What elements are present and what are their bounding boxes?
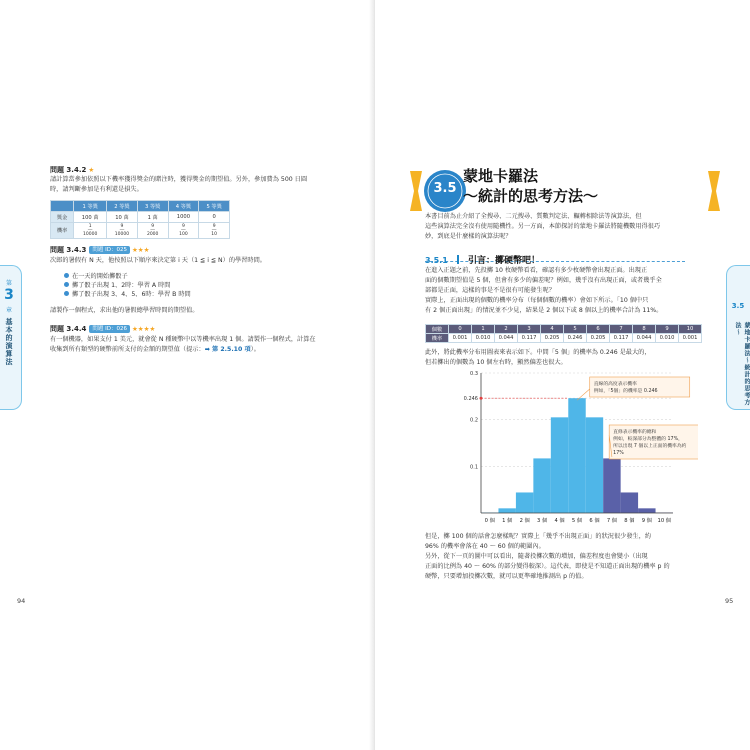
text-line: 此外，將此機率分布用圖表來表示如下。中間「5 個」的機率為 0.246 是最大的， <box>425 349 651 356</box>
table-row <box>51 223 230 239</box>
text-line: 有 2 個正面出現」的情況並不少見，結果是 2 個以下或 8 個以上的機率合計為 11%。 <box>425 307 663 314</box>
list-item-label: 擲了骰子出現 3、4、5、6時：學習 B 時間 <box>72 291 191 298</box>
problem-344-title <box>50 324 155 334</box>
table-cell: 9 ― 10000 <box>107 223 138 239</box>
x-tick-label: 8 個 <box>624 518 635 524</box>
hint-link[interactable]: ➡ 第 2.5.10 項 <box>204 346 251 353</box>
x-tick-label: 0 個 <box>484 518 495 524</box>
ribbon-left-icon <box>410 171 422 211</box>
table-cell: 9 ― 2000 <box>137 223 168 239</box>
table-cell: 1 <box>472 325 495 334</box>
star-icon: ★ <box>88 166 95 174</box>
table-cell: 9 <box>656 325 679 334</box>
text-line: 本書目前為止介紹了全搜尋、二元搜尋、質數判定法、輾轉相除法等演算法，但 <box>425 213 642 220</box>
probability-bar-chart <box>453 367 698 527</box>
problem-344-label: 問題 3.4.4 <box>50 325 87 333</box>
paragraph-3 <box>425 532 670 582</box>
annotation-text: 例如，較深部分為整體的 17%， <box>613 437 683 442</box>
table-row <box>51 201 230 212</box>
chapter-suffix: 章 <box>5 307 12 314</box>
table-cell: 6 <box>587 325 610 334</box>
divider <box>457 255 459 264</box>
bar <box>568 398 585 513</box>
annotation-text: 直條表示機率的總和 <box>613 430 657 435</box>
right-page <box>375 0 750 750</box>
table-cell <box>51 201 74 212</box>
x-tick-label: 4 個 <box>554 518 565 524</box>
table-cell: 1000 <box>168 212 199 223</box>
annotation-box <box>590 377 690 397</box>
table-cell: 4 等獎 <box>168 201 199 212</box>
table-cell: 5 <box>564 325 587 334</box>
section-number: 3.5 <box>433 181 457 196</box>
bar <box>533 458 550 513</box>
problem-id-badge: 問題 ID：025 <box>89 246 130 254</box>
bullet-icon <box>64 291 69 296</box>
bar <box>586 417 603 513</box>
bar <box>603 458 620 513</box>
table-cell: 10 <box>679 325 702 334</box>
x-tick-label: 2 個 <box>519 518 530 524</box>
text-line <box>50 345 316 355</box>
fraction-den: 10 <box>211 231 217 237</box>
x-tick-label: 6 個 <box>589 518 600 524</box>
fraction-num: 1 <box>88 223 92 229</box>
section-thumb-number: 3.5 <box>731 302 745 310</box>
problem-343-title <box>50 245 149 255</box>
text-line: 實際上，正面出現的個數的機率分布（每個個數的機率）會如下所示。「10 個中只 <box>425 297 649 304</box>
table-cell: 3 等獎 <box>137 201 168 212</box>
table-cell: 獎金 <box>51 212 74 223</box>
x-tick-label: 3 個 <box>537 518 548 524</box>
table-cell: 2 <box>495 325 518 334</box>
table-cell: 0.205 <box>587 334 610 343</box>
fraction-num: 9 <box>120 223 124 229</box>
problem-id-badge: 問題 ID：026 <box>89 325 130 333</box>
text-line: 正面的比例為 40 ～ 60% 的部分變得較深）。這代表，即使是不知道正面出現的機率 p 的 <box>425 563 670 570</box>
paragraph-1 <box>425 266 662 316</box>
fraction-den: 10000 <box>83 231 98 237</box>
table-cell: 機率 <box>51 223 74 239</box>
annotation-text: 17% <box>613 451 624 456</box>
text-line: 硬幣，只要增加投擲次數，就可以更準確地推測出 p 的值。 <box>425 573 588 580</box>
annotation-text: 直線的高度表示機率 <box>593 382 637 387</box>
table-cell: 1 萬 <box>137 212 168 223</box>
fraction-num: 9 <box>181 223 185 229</box>
table-cell: 0.001 <box>449 334 472 343</box>
subsection-number: 3.5.1 <box>425 256 448 265</box>
table-cell: 7 <box>610 325 633 334</box>
chapter-number: 3 <box>4 287 14 303</box>
table-cell: 0.246 <box>564 334 587 343</box>
probability-table <box>425 324 702 343</box>
table-cell: 4 <box>541 325 564 334</box>
list-item <box>64 281 191 290</box>
chapter-title: 基本的演算法 <box>5 318 13 366</box>
page-number: 95 <box>725 597 734 605</box>
table-cell: 0 <box>199 212 230 223</box>
text-line: 時，請判斷參加是有利還是損失。 <box>50 186 143 193</box>
bullet-icon <box>64 273 69 278</box>
section-title-line2: ～統計的思考方法～ <box>463 187 599 205</box>
x-tick-label: 7 個 <box>606 518 617 524</box>
problem-344-text <box>50 335 316 355</box>
subsection-title: 引言：擲硬幣吧！ <box>467 256 540 266</box>
y-tick-label: 0.3 <box>470 371 478 377</box>
section-thumb-title: 蒙地卡羅法～統計的思考方法～ <box>734 322 750 406</box>
table-cell: 100 萬 <box>74 212 107 223</box>
problem-343-bullets <box>64 272 191 299</box>
table-cell: 0.001 <box>679 334 702 343</box>
chapter-word: 第 <box>5 280 12 287</box>
text-line: 妙，到底是什麼樣的演算法呢？ <box>425 233 512 240</box>
star-icon: ★★★ <box>131 246 150 254</box>
fraction-num: 9 <box>212 223 216 229</box>
ribbon-right-icon <box>708 171 720 211</box>
table-cell: 0.117 <box>610 334 633 343</box>
bar <box>498 508 515 513</box>
table-cell: 0.205 <box>541 334 564 343</box>
problem-342-label: 問題 3.4.2 <box>50 166 87 174</box>
text-line: 有一個機器，如果支付 1 美元，就會從 N 種硬幣中以等機率出現 1 個。請製作一個程式，計算在 <box>50 336 316 343</box>
fraction-num: 9 <box>151 223 155 229</box>
text-line: 這些演算法完全沒有使用隨機性。另一方面，本節探討的蒙地卡羅法將隨機數用得很巧 <box>425 223 661 230</box>
text-line: 部都是正面，這樣的事是不是很有可能發生呢？ <box>425 287 555 294</box>
bullet-icon <box>64 282 69 287</box>
table-cell: 1 等獎 <box>74 201 107 212</box>
x-tick-label: 9 個 <box>641 518 652 524</box>
prize-table <box>50 200 230 239</box>
table-cell: 8 <box>633 325 656 334</box>
intro-paragraph <box>425 212 660 242</box>
table-cell: 0.044 <box>633 334 656 343</box>
page-number: 94 <box>17 597 26 605</box>
y-tick-label: 0.2 <box>470 417 478 424</box>
table-cell: 0.117 <box>518 334 541 343</box>
y-tick-label: 0.246 <box>463 396 478 403</box>
y-tick-label: 0.1 <box>470 464 478 471</box>
text-span: ）。 <box>250 346 260 353</box>
bar <box>551 417 568 513</box>
table-cell: 9 ― 100 <box>168 223 199 239</box>
section-title-line1: 蒙地卡羅法 <box>463 167 539 185</box>
fraction-den: 10000 <box>114 231 130 237</box>
problem-343-text: 次郎的暑假有 N 天，他按照以下順序來決定第 i 天（1 ≦ i ≦ N）的學習時間。 <box>50 257 266 264</box>
table-cell: 0 <box>449 325 472 334</box>
text-span: 收集到所有類型的硬幣前所支付的金額的期望值（提示： <box>50 346 205 353</box>
list-item <box>64 272 191 281</box>
problem-342-title <box>50 165 94 175</box>
table-row <box>51 212 230 223</box>
list-item <box>64 290 191 299</box>
table-cell: 0.010 <box>472 334 495 343</box>
x-tick-label: 1 個 <box>502 518 513 524</box>
text-line: 在進入正題之前，先投擲 10 枚硬幣看看，確認有多少枚硬幣會出現正面。出現正 <box>425 267 648 274</box>
table-cell: 10 萬 <box>107 212 138 223</box>
annotation-text: 所以出現 7 個以上正面的機率為約 <box>613 444 687 449</box>
section-thumb-tab <box>726 265 750 410</box>
text-line: 面的個數期望值是 5 個，但會有多少的偏差呢？例如，幾乎沒有出現正面，或者幾乎全 <box>425 277 662 284</box>
problem-342-text <box>50 175 307 195</box>
bar <box>621 492 638 513</box>
bar <box>516 492 533 513</box>
table-cell: 機率 <box>426 334 449 343</box>
table-cell: 個數 <box>426 325 449 334</box>
table-cell: 1 ― 10000 <box>74 223 107 239</box>
text-line: 但若擲出的個數為 10 個左右時，顯然偏差也很大。 <box>425 359 567 366</box>
list-item-label: 在一天的開始擲骰子 <box>72 273 128 280</box>
text-line: 但是，擲 100 個的話會怎麼樣呢？實際上「幾乎不出現正面」的狀況很少發生，約 <box>425 533 652 540</box>
table-cell: 2 等獎 <box>107 201 138 212</box>
problem-343-text2: 請製作一個程式，求出他的暑假總學習時間的期望值。 <box>50 307 199 314</box>
problem-343-label: 問題 3.4.3 <box>50 246 87 254</box>
bar <box>638 508 655 513</box>
subsection-header <box>425 248 685 266</box>
x-tick-label: 10 個 <box>657 518 671 524</box>
table-cell: 5 等獎 <box>199 201 230 212</box>
star-icon: ★★★★ <box>131 325 156 333</box>
fraction-den: 2000 <box>146 231 159 237</box>
text-line: 96% 的機率會落在 40 ～ 60 個的範圍內。 <box>425 543 545 550</box>
section-title <box>463 166 598 206</box>
table-cell: 9 ― 10 <box>199 223 230 239</box>
chapter-thumb-tab <box>0 265 22 410</box>
annotation-text: 例如，「5個」的機率是 0.246 <box>593 389 658 394</box>
text-line: 另外，從下一頁的圖中可以看出，隨著投擲次數的增加，偏差程度也會變小（出現 <box>425 553 648 560</box>
x-tick-label: 5 個 <box>571 518 583 524</box>
fraction-den: 100 <box>179 231 188 237</box>
paragraph-2 <box>425 348 651 368</box>
table-cell: 0.010 <box>656 334 679 343</box>
table-row <box>426 334 702 343</box>
list-item-label: 擲了骰子出現 1、2時：學習 A 時間 <box>72 282 171 289</box>
table-row <box>426 325 702 334</box>
table-cell: 0.044 <box>495 334 518 343</box>
peak-marker <box>480 397 483 400</box>
table-cell: 3 <box>518 325 541 334</box>
text-line: 請計算當參加依照以下機率獲得獎金的賭注時，獲得獎金的期望值。另外，參加費為 500 日圓 <box>50 176 308 183</box>
